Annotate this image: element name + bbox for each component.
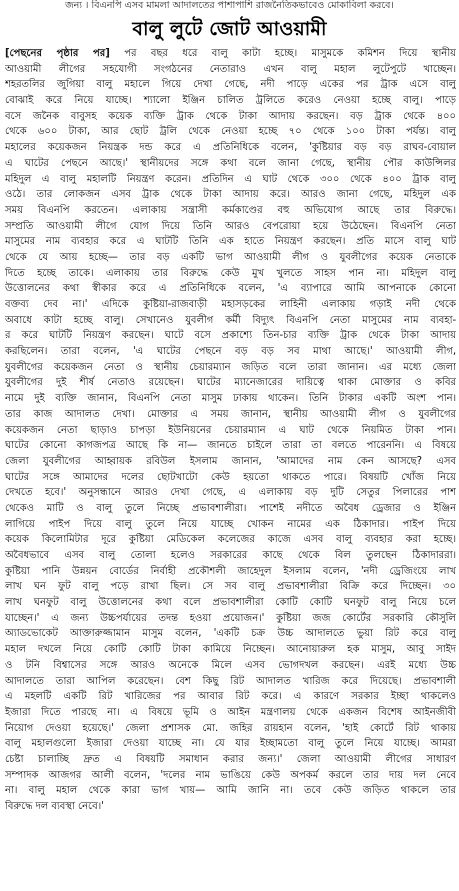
article-line: মহালের কয়েকজন নিয়ন্ত্রক দন্ড করে এ প্রতিনিধিকে বলেন, 'কুষ্টিয়ার বড় বড় রাঘব-বোয়াল <box>5 142 456 154</box>
article-line: জেলা যুবলীগের আহ্বায়ক রবিউল ইসলাম জানান, 'আমাদের নাম কেন আসছে? এসব <box>5 455 456 467</box>
article-line: শহরতলির জুগিয়া বালু মহালে গিয়ে দেখা গেছে, নদী পাড়ে একের পর ট্রাক এসে বালু <box>5 79 456 91</box>
article-line: লাগিয়ে পাইপ দিয়ে বালু তুলে নিয়ে যাচ্ছে খোকন নামের এক ঠিকাদার। পাইপ দিয়ে <box>5 518 456 530</box>
article-line: বসে জনৈক বাবুসহ কয়েক ব্যক্তি ট্রাক থেকে টাকা আদায় করছেন। বড় ট্রাক থেকে ৪০০ <box>5 110 456 122</box>
article-line: আদালতে তারা আপিল করেছেন। বেশ কিছু রিট আদালত খারিজ করে দিয়েছে। প্রভাবশালী <box>5 675 456 687</box>
article-line: করছিলেন। তারা বলেন, 'এ ঘাটের পেছনে বড় বড় সব মাথা আছে।' আওয়ামী লীগ, <box>5 346 456 358</box>
article-line: আওয়ামী লীগের সহযোগী সংগঠনের নেতারাও এখন বালু মহাল লুটেপুটে খাচ্ছেন। <box>5 63 456 75</box>
article-line: নামে দুই ব্যক্তি জানান, বিএনপি নেতা মাসুম ঢাকায় থাকেন। তিনি টাকার একটি অংশ পান। <box>5 393 456 405</box>
continued-from-kicker: [পেছনের পৃষ্ঠার পর] <box>5 48 110 59</box>
headline: বালু লুটে জোট আওয়ামী <box>132 18 327 40</box>
article-line-text: পর বছর ধরে বালু কাটা হচ্ছে। মাসুমকে কমিশন দিয়ে স্থানীয় <box>109 48 456 59</box>
article-line: থেকে যে আয় হচ্ছে— তার বড় একটি ভাগ আওয়ামী লীগ ও যুবলীগের কয়েক নেতাকে <box>5 251 456 263</box>
article-line: ঘাটের কোনো কাগজপত্র আছে কি না— জানতে চাইলে তারা তা বলতে পারেননি। এ বিষয়ে <box>5 440 456 452</box>
article-line: এ ঘাটের পেছনে আছে।' স্থানীয়দের সঙ্গে কথা বলে জানা গেছে, স্থানীয় পৌর কাউন্সিলর <box>5 157 456 169</box>
article-line: অবৈধভাবে এসব বালু তোলা হলেও সরকারের কাছে থেকে বিল তুলছেন ঠিকাদাররা। <box>5 550 456 561</box>
article-line <box>5 46 456 62</box>
article-line: সম্পাদক আজগর আলী বলেন, 'দলের নাম ভাঙিয়ে কেউ অপকর্ম করলে তার দায় দল নেবে <box>5 769 456 781</box>
article-line: সম্প্রতি আওয়ামী লীগে যোগ দিয়ে তিনি আরও বেপরোয়া হয়ে উঠেছেন। বিএনপি নেতা <box>5 220 456 232</box>
article-line: মহিদুল এ বালু মহালটি নিয়ন্ত্রণ করেন। প্রতিদিন এ ঘাট থেকে ৩০০ থেকে ৪০০ ট্রাক বালু <box>5 173 456 185</box>
article-line: যাচ্ছেন।' এ জন্য উচ্চপর্যায়ের তদন্ত হওয়া প্রয়োজন।' কুষ্টিয়া জজ কোর্টের সরকারি কৌসুলি <box>5 612 456 624</box>
article-line: মহাল দখলে নিয়ে কোটি কোটি টাকা কামিয়ে নিচ্ছেন। আনোয়ারুল হক মাসুম, আবু সাইদ <box>5 644 456 656</box>
article-line: মাসুমের নাম ব্যবহার করে এ ঘাটটি তিনি এক হাতে নিয়ন্ত্রণ করছেন। প্রতি মাসে বালু ঘাট <box>5 236 456 248</box>
article-line: বোঝাই করে নিয়ে যাচ্ছে। শ্যালো ইঞ্জিন চালিত ট্রলিতে করেও নেওয়া হচ্ছে বালু। পাড়ে <box>5 95 456 107</box>
article-line: ঘাটের সঙ্গে আমাদের দলের ছোটখাটো কেউ হয়তো থাকতে পারে। বিষয়টি খোঁজ নিয়ে <box>5 471 456 483</box>
article-line: উত্তোলনের কথা স্বীকার করে এ প্রতিনিধিকে বলেন, 'এ ব্যাপারে আমি আপনাকে কোনো <box>5 283 456 295</box>
article-line: যুবলীগের দুই শীর্ষ নেতাও রয়েছেন। ঘাটের ম্যানেজারের দায়িত্বে থাকা মোক্তার ও কবির <box>5 377 456 389</box>
article-line: দেখতে হবে।' অনুসন্ধানে আরও দেখা গেছে, এ এলাকায় বড় দুটি সেতুর পিলারের পাশ <box>5 487 456 499</box>
article-line: বিরুদ্ধে দল ব্যবস্থা নেবে।' <box>5 801 104 812</box>
article-line: কয়েকজন নেতা ছাড়াও চাপড়া ইউনিয়নের চেয়ারম্যান এ ঘাট থেকে নিয়মিত টাকা পান। <box>5 424 456 436</box>
article-body <box>5 46 456 889</box>
article-line: কয়েক কিলোমিটার দূরে কুষ্টিয়া মেডিকেল কলেজের কাজে এসব বালু ব্যবহার করা হচ্ছে। <box>5 534 456 546</box>
article-line: না। বালু মহাল থেকে কারা ভাগ খায়— আমি জানি না। তবে কেউ জড়িত থাকলে তার <box>5 785 456 797</box>
article-line: বালু মহালগুলো ইজারা দেওয়া যাচ্ছে না। যে যার ইচ্ছামতো বালু তুলে নিয়ে যাচ্ছে। আমরা <box>5 738 456 750</box>
article-line: লাখ ঘনফুট বালু উত্তোলনের কথা বলে প্রভাবশালীরা কোটি কোটি ঘনফুট বালু নিয়ে চলে <box>5 597 456 609</box>
article-line: নিয়োগ দেওয়া হয়েছে।' জেলা প্রশাসক মো. জহির রায়হান বলেন, 'হাই কোর্টে রিট থাকায় <box>5 722 456 734</box>
article-line: সময় বিএনপি করতেন। এলাকায় সন্ত্রাসী কর্মকাণ্ডের বহু অভিযোগ আছে তার বিরুদ্ধে। <box>5 204 456 216</box>
article-line: এ মহলটি একটি রিট খারিজের পর আবার রিট করে। এ কারণে সরকার ইচ্ছা থাকলেও <box>5 691 456 703</box>
article-line: ওঠে। তার লোকজন এসব ট্রাক থেকে টাকা আদায় করে। আরও জানা গেছে, মহিদুল এক <box>5 189 456 201</box>
article-line: অবাধে কাটা হচ্ছে বালু। সেখানেও যুবলীগ কর্মী বিদ্যুৎ বিএনপি নেতা মাসুমের নাম ব্যবহা- <box>5 314 456 326</box>
article-line: চেষ্টা চালাচ্ছি দ্রুত এ বিষয়টি সমাধান করার জন্য।' জেলা আওয়ামী লীগের সাধারণ <box>5 753 456 765</box>
article-line: লাখ ঘন ফুট বালু পড়ে রাখা ছিল। সে সব বালু প্রভাবশালীরা বিক্রি করে দিচ্ছেন। ৩০ <box>5 581 456 593</box>
article-line: ও টনি বিশ্বাসের সঙ্গে আরও অনেকে মিলে এসব ভোগদখল করছেন। এরই মধ্যে উচ্চ <box>5 659 456 671</box>
article-line: দিতে হচ্ছে তাকে। এলাকায় তার বিরুদ্ধে কেউ মুখ খুলতে সাহস পান না। মহিদুল বালু <box>5 267 456 279</box>
article-line: থেকেও মাটি ও বালু তুলে নিচ্ছে প্রভাবশালীরা। পাশেই নদীতে অবৈধ ড্রেজার ও ইঞ্জিন <box>5 502 456 514</box>
article-line: থেকে ৬০০ টাকা, আর ছোট ট্রলি থেকে নেওয়া হচ্ছে ৭০ থেকে ১০০ টাকা পর্যন্ত। বালু <box>5 126 456 138</box>
article-line: ইজারা দিতে পারছে না। এ বিষয়ে ভূমি ও আইন মন্ত্রণালয় থেকে একজন বিশেষ আইনজীবী <box>5 706 456 718</box>
article-line: তার কাজ আদালত দেখা। মোক্তার এ সময় জানান, স্থানীয় আওয়ামী লীগ ও যুবলীগের <box>5 408 456 420</box>
article-line: কুষ্টিয়া পানি উন্নয়ন বোর্ডের নির্বাহী প্রকৌশলী জাহেদুল ইসলাম বলেন, 'নদী ড্রেজিংয়ে লাখ <box>5 565 456 577</box>
article-line: যুবলীগের কয়েকজন নেতা ও স্থানীয় চেয়ারম্যান জড়িত বলে তারা জানান। এর মধ্যে জেলা <box>5 361 456 373</box>
article-line: বক্তব্য দেব না।' এদিকে কুষ্টিয়া-রাজবাড়ী মহাসড়কের লাহিনী এলাকায় গড়াই নদী থেকে <box>5 299 456 310</box>
article-line: অ্যাডভোকেট আক্তারুজ্জামান মাসুম বলেন, 'একটি চক্র উচ্চ আদালতে ভুয়া রিট করে বালু <box>5 628 456 640</box>
article-line: র করে ঘাটটি নিয়ন্ত্রণ করছেন। ঘাটে বসে প্রকাশ্যে তিন-চার ব্যক্তি ট্রাক থেকে টাকা আদায় <box>5 330 456 342</box>
previous-article-text: জন্য । বিএনপি এসব মামলা আদালতের পাশাপাশি রাজনৈতিকভাবেও মোকাবিলা করবে। <box>65 0 394 11</box>
